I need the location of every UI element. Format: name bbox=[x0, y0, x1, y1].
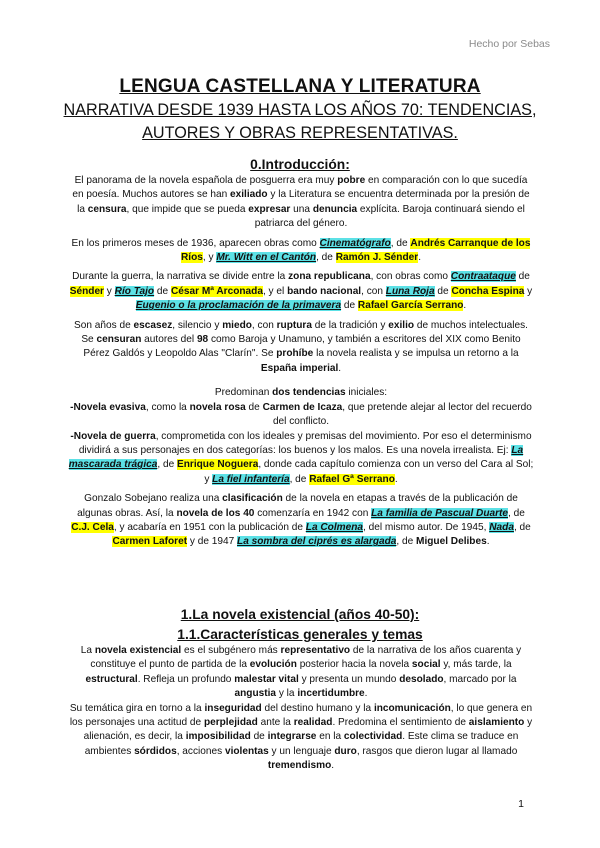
page-number: 1 bbox=[518, 798, 524, 810]
work-title: La mascarada trágica bbox=[68, 444, 524, 471]
section-1-body bbox=[68, 644, 534, 779]
paragraph-3: Durante la guerra, la narrativa se divide entre la zona republicana, con obras como Contraataque de Sénder y Río Tajo de César Mª Arconada, y el bando nacional, con Luna Roja de Concha Espina y Eugenio o la proclamación de la primavera de Rafael García Serrano. bbox=[69, 271, 533, 312]
page-subtitle: NARRATIVA DESDE 1939 HASTA LOS AÑOS 70: TENDENCIAS, AUTORES Y OBRAS REPRESENTATIVAS. bbox=[63, 101, 537, 142]
author-name: Sénder bbox=[69, 285, 104, 297]
work-title: Cinematógrafo bbox=[319, 237, 391, 249]
section-heading-1: 1.La novela existencial (años 40-50): bbox=[180, 607, 420, 622]
author-name: Ramón J. Sénder bbox=[335, 252, 419, 264]
page-title: LENGUA CASTELLANA Y LITERATURA bbox=[119, 76, 481, 97]
intro-body bbox=[68, 174, 534, 555]
work-title: La fiel infantería bbox=[212, 473, 290, 485]
work-title: La sombra del ciprés es alargada bbox=[237, 536, 397, 548]
work-title: Mr. Witt en el Cantón bbox=[216, 252, 317, 264]
work-title: Nada bbox=[489, 521, 514, 533]
paragraph-4: Son años de escasez, silencio y miedo, con ruptura de la tradición y exilio de muchos intelectuales. Se censuran autores del 98 como Baroja y Unamuno, y también a escritores del XIX como Benito Pérez Galdós y Leopoldo Alas "Clarín". Se prohíbe la novela realista y se impulsa un retorno a la España imperial. bbox=[74, 319, 528, 374]
author-name: Rafael Gª Serrano bbox=[309, 473, 395, 485]
work-title: Río Tajo bbox=[114, 285, 155, 297]
paragraph-8: Gonzalo Sobejano realiza una clasificación de la novela en etapas a través de la publicación de algunas obras. Así, la novela de los 40 comenzaría en 1942 con La familia de Pascual Duarte, de C.J. Cela, y acabaría en 1951 con la publicación de La Colmena, del mismo autor. De 1945, Nada, de Carmen Laforet y de 1947 La sombra del ciprés es alargada, de Miguel Delibes. bbox=[71, 493, 531, 548]
watermark: Hecho por Sebas bbox=[468, 38, 550, 50]
paragraph-10: Su temática gira en torno a la inseguridad del destino humano y la incomunicación, lo que genera en los personajes una actitud de perplejidad ante la realidad. Predomina el sentimiento de aislamiento y alienación, es decir, la imposibilidad de integrarse en la colectividad. Este clima se traduce en ambientes sórdidos, acciones violentas y un lenguaje duro, rasgos que dieron lugar al llamado tremendismo. bbox=[69, 702, 533, 772]
author-name: Concha Espina bbox=[451, 285, 525, 297]
paragraph-2: En los primeros meses de 1936, aparecen obras como Cinematógrafo, de Andrés Carranque de los Ríos, y Mr. Witt en el Cantón, de Ramón J. Sénder. bbox=[71, 237, 531, 264]
work-title: La familia de Pascual Duarte bbox=[371, 507, 509, 519]
subsection-heading-1-1: 1.1.Características generales y temas bbox=[177, 627, 423, 642]
section-heading-intro: 0.Introducción: bbox=[250, 157, 350, 172]
author-name: C.J. Cela bbox=[71, 521, 114, 533]
author-name: César Mª Arconada bbox=[170, 285, 263, 297]
work-title: Contraataque bbox=[450, 271, 516, 283]
author-name: Carmen Laforet bbox=[112, 536, 188, 548]
paragraph-1: El panorama de la novela española de posguerra era muy pobre en comparación con lo que sucedía en poesía. Muchos autores se han exiliado y la Literatura se encuentra determinada por la presión de la censura, que impide que se pueda expresar una denuncia explícita. Baroja continuará siendo el patriarca del género. bbox=[72, 175, 530, 230]
work-title: Luna Roja bbox=[385, 285, 435, 297]
author-name: Rafael García Serrano bbox=[357, 300, 464, 312]
author-name: Andrés Carranque de los Ríos bbox=[181, 237, 531, 264]
work-title: La Colmena bbox=[305, 521, 363, 533]
paragraph-7: -Novela de guerra, comprometida con los ideales y premisas del movimiento. Por eso el determinismo dividirá a sus personajes en dos categorías: los buenos y los malos. Es una novela irrealista. Ej: La mascarada trágica, de Enrique Noguera, donde cada capítulo comienza con un verso del Cara al Sol; y La fiel infantería, de Rafael Gª Serrano. bbox=[68, 430, 534, 485]
paragraph-9: La novela existencial es el subgénero más representativo de la narrativa de los años cuarenta y constituye el punto de partida de la evolución posterior hacia la novela social y, más tarde, la estructural. Refleja un profundo malestar vital y presenta un mundo desolado, marcado por la angustia y la incertidumbre. bbox=[80, 645, 522, 700]
author-name: Enrique Noguera bbox=[177, 459, 259, 471]
paragraph-5: Predominan dos tendencias iniciales: bbox=[214, 387, 388, 399]
work-title: Eugenio o la proclamación de la primavera bbox=[135, 300, 342, 312]
paragraph-6: -Novela evasiva, como la novela rosa de Carmen de Icaza, que pretende alejar al lector del recuerdo del conflicto. bbox=[70, 401, 532, 428]
